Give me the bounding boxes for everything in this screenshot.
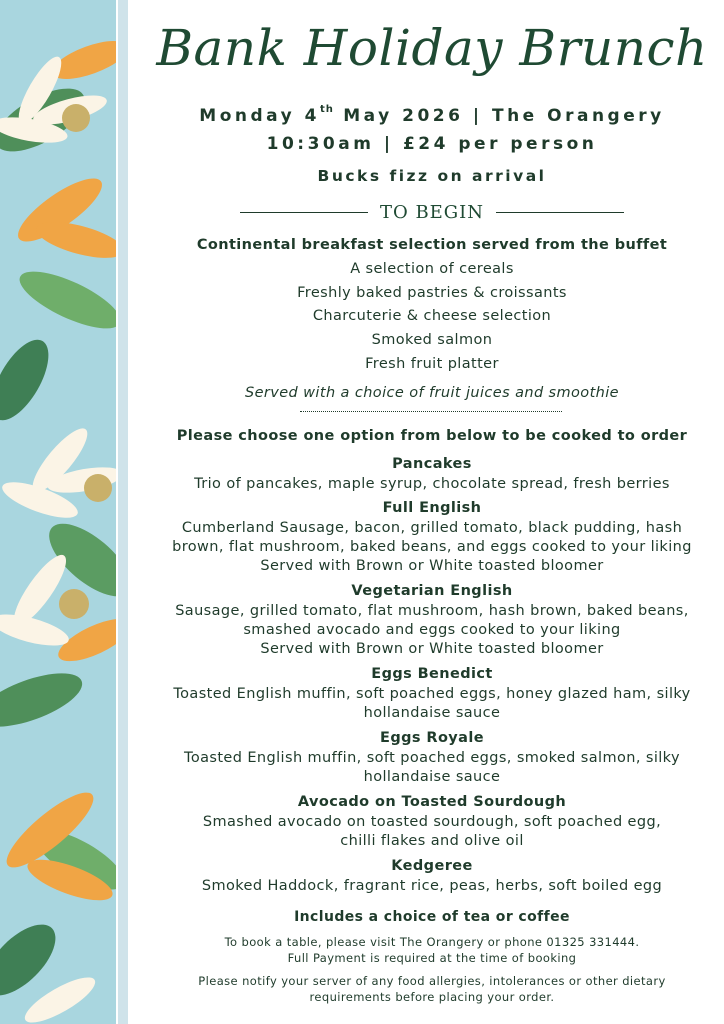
event-arrival: Bucks fizz on arrival: [317, 167, 547, 185]
to-begin-heading-text: TO BEGIN: [379, 202, 485, 223]
dish-description: Trio of pancakes, maple syrup, chocolate spread, fresh berries: [194, 476, 670, 492]
to-begin-heading: [140, 202, 724, 223]
event-date-suffix: th: [319, 104, 334, 115]
allergy-notice: Please notify your server of any food allergies, intolerances or other dietary: [198, 974, 666, 988]
dish-name: Kedgeree: [391, 858, 473, 874]
menu-content: [140, 0, 724, 1024]
dish-name: Pancakes: [392, 456, 472, 472]
dish-description: chilli flakes and olive oil: [340, 833, 524, 849]
dotted-divider: [300, 411, 562, 412]
to-begin-item: Smoked salmon: [371, 332, 493, 348]
event-date-day: Monday 4: [199, 106, 320, 126]
floral-border-illustration: [0, 0, 116, 1024]
allergy-notice: requirements before placing your order.: [309, 990, 555, 1004]
dish-name: Avocado on Toasted Sourdough: [297, 794, 567, 810]
menu-title: Bank Holiday Brunch: [156, 19, 708, 77]
heading-rule-right: [496, 212, 624, 213]
dish-description: brown, flat mushroom, baked beans, and eggs cooked to your liking: [172, 539, 692, 555]
dish-description: hollandaise sauce: [363, 769, 501, 785]
to-begin-item: Freshly baked pastries & croissants: [297, 285, 567, 301]
to-begin-note: Served with a choice of fruit juices and smoothie: [244, 385, 620, 401]
divider-stripe: [118, 0, 128, 1024]
to-begin-intro: Continental breakfast selection served from the buffet: [196, 237, 668, 253]
dish-name: Full English: [382, 500, 482, 516]
event-date-venue: [140, 104, 724, 126]
dish-description: Served with Brown or White toasted bloomer: [260, 641, 604, 657]
dish-name: Vegetarian English: [351, 583, 513, 599]
dish-description: Served with Brown or White toasted bloomer: [260, 558, 604, 574]
booking-info: To book a table, please visit The Orangery or phone 01325 331444.: [224, 935, 640, 949]
cooked-intro: Please choose one option from below to be cooked to order: [176, 428, 688, 444]
includes-note: Includes a choice of tea or coffee: [294, 909, 570, 925]
to-begin-item: A selection of cereals: [350, 261, 514, 277]
dish-name: Eggs Benedict: [371, 666, 493, 682]
event-time-price: 10:30am | £24 per person: [266, 134, 598, 154]
dish-description: smashed avocado and eggs cooked to your liking: [243, 622, 621, 638]
dish-description: Toasted English muffin, soft poached eggs, honey glazed ham, silky: [173, 686, 691, 702]
dish-name: Eggs Royale: [380, 730, 484, 746]
event-date-rest: May 2026 | The Orangery: [333, 106, 665, 126]
to-begin-item: Charcuterie & cheese selection: [312, 308, 552, 324]
payment-info: Full Payment is required at the time of booking: [287, 951, 577, 965]
to-begin-item: Fresh fruit platter: [365, 356, 499, 372]
heading-rule-left: [240, 212, 368, 213]
dish-description: hollandaise sauce: [363, 705, 501, 721]
dish-description: Sausage, grilled tomato, flat mushroom, hash brown, baked beans,: [175, 603, 689, 619]
dish-description: Smashed avocado on toasted sourdough, soft poached egg,: [202, 814, 662, 830]
dish-description: Cumberland Sausage, bacon, grilled tomato, black pudding, hash: [181, 520, 683, 536]
dish-description: Smoked Haddock, fragrant rice, peas, herbs, soft boiled egg: [201, 878, 663, 894]
dish-description: Toasted English muffin, soft poached eggs, smoked salmon, silky: [184, 750, 680, 766]
